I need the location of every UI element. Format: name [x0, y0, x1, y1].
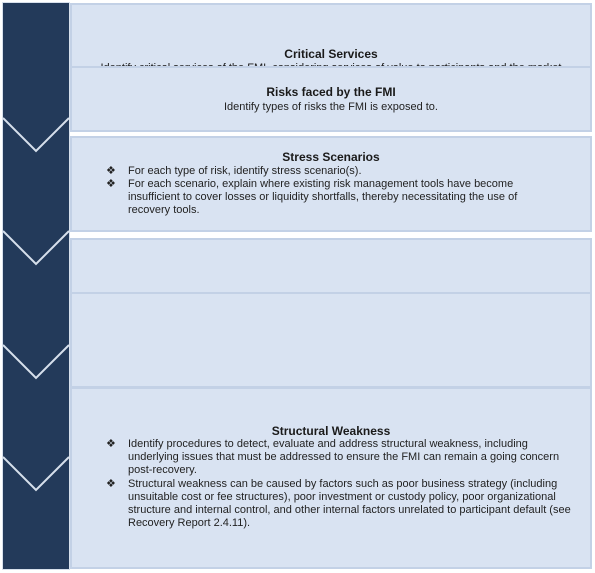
list-item: ❖ For each type of risk, identify stress scenario(s).	[106, 165, 362, 177]
stress-scenarios-title: Stress Scenarios	[282, 150, 380, 164]
list-item: ❖ For each scenario, explain where existing risk management tools have become insufficient to cover losses or liquidity shortfalls, thereby necessitating the use of recovery tools.	[106, 178, 518, 216]
list-item: ❖ Identify procedures to detect, evaluate and address structural weakness, including underlying issues that must be addressed to ensure the FMI can remain a going concern post-recovery.	[106, 438, 560, 476]
process-spine	[2, 2, 70, 570]
structural-weakness-box	[70, 387, 592, 569]
critical-services-title: Critical Services	[284, 47, 378, 61]
diamond-bullet-icon: ❖	[106, 165, 116, 177]
risks-box	[70, 66, 592, 132]
diamond-bullet-icon: ❖	[106, 438, 116, 450]
list-item: ❖ Structural weakness can be caused by factors such as poor business strategy (including unsuitable cost or fee structures), poor investment or custody policy, poor organizational structure and internal control, and other internal factors unrelated to participant default (see Recovery Report 2.4.11).	[106, 478, 571, 529]
risks-title: Risks faced by the FMI	[266, 85, 396, 99]
chevron-1	[3, 118, 69, 151]
diamond-bullet-icon: ❖	[106, 478, 116, 490]
structural-weakness-list	[72, 438, 590, 530]
chevron-2	[3, 231, 69, 264]
empty-box-1	[70, 238, 592, 294]
chevron-4	[3, 457, 69, 490]
structural-weakness-title: Structural Weakness	[271, 424, 391, 438]
diamond-bullet-icon: ❖	[106, 178, 116, 190]
chevron-arrows	[3, 3, 71, 571]
stress-scenarios-box	[70, 136, 592, 232]
risks-desc: Identify types of risks the FMI is exposed to.	[224, 101, 438, 113]
stress-scenarios-list	[72, 165, 590, 217]
chevron-3	[3, 345, 69, 378]
empty-box-2	[70, 292, 592, 388]
critical-services-box	[70, 3, 592, 71]
